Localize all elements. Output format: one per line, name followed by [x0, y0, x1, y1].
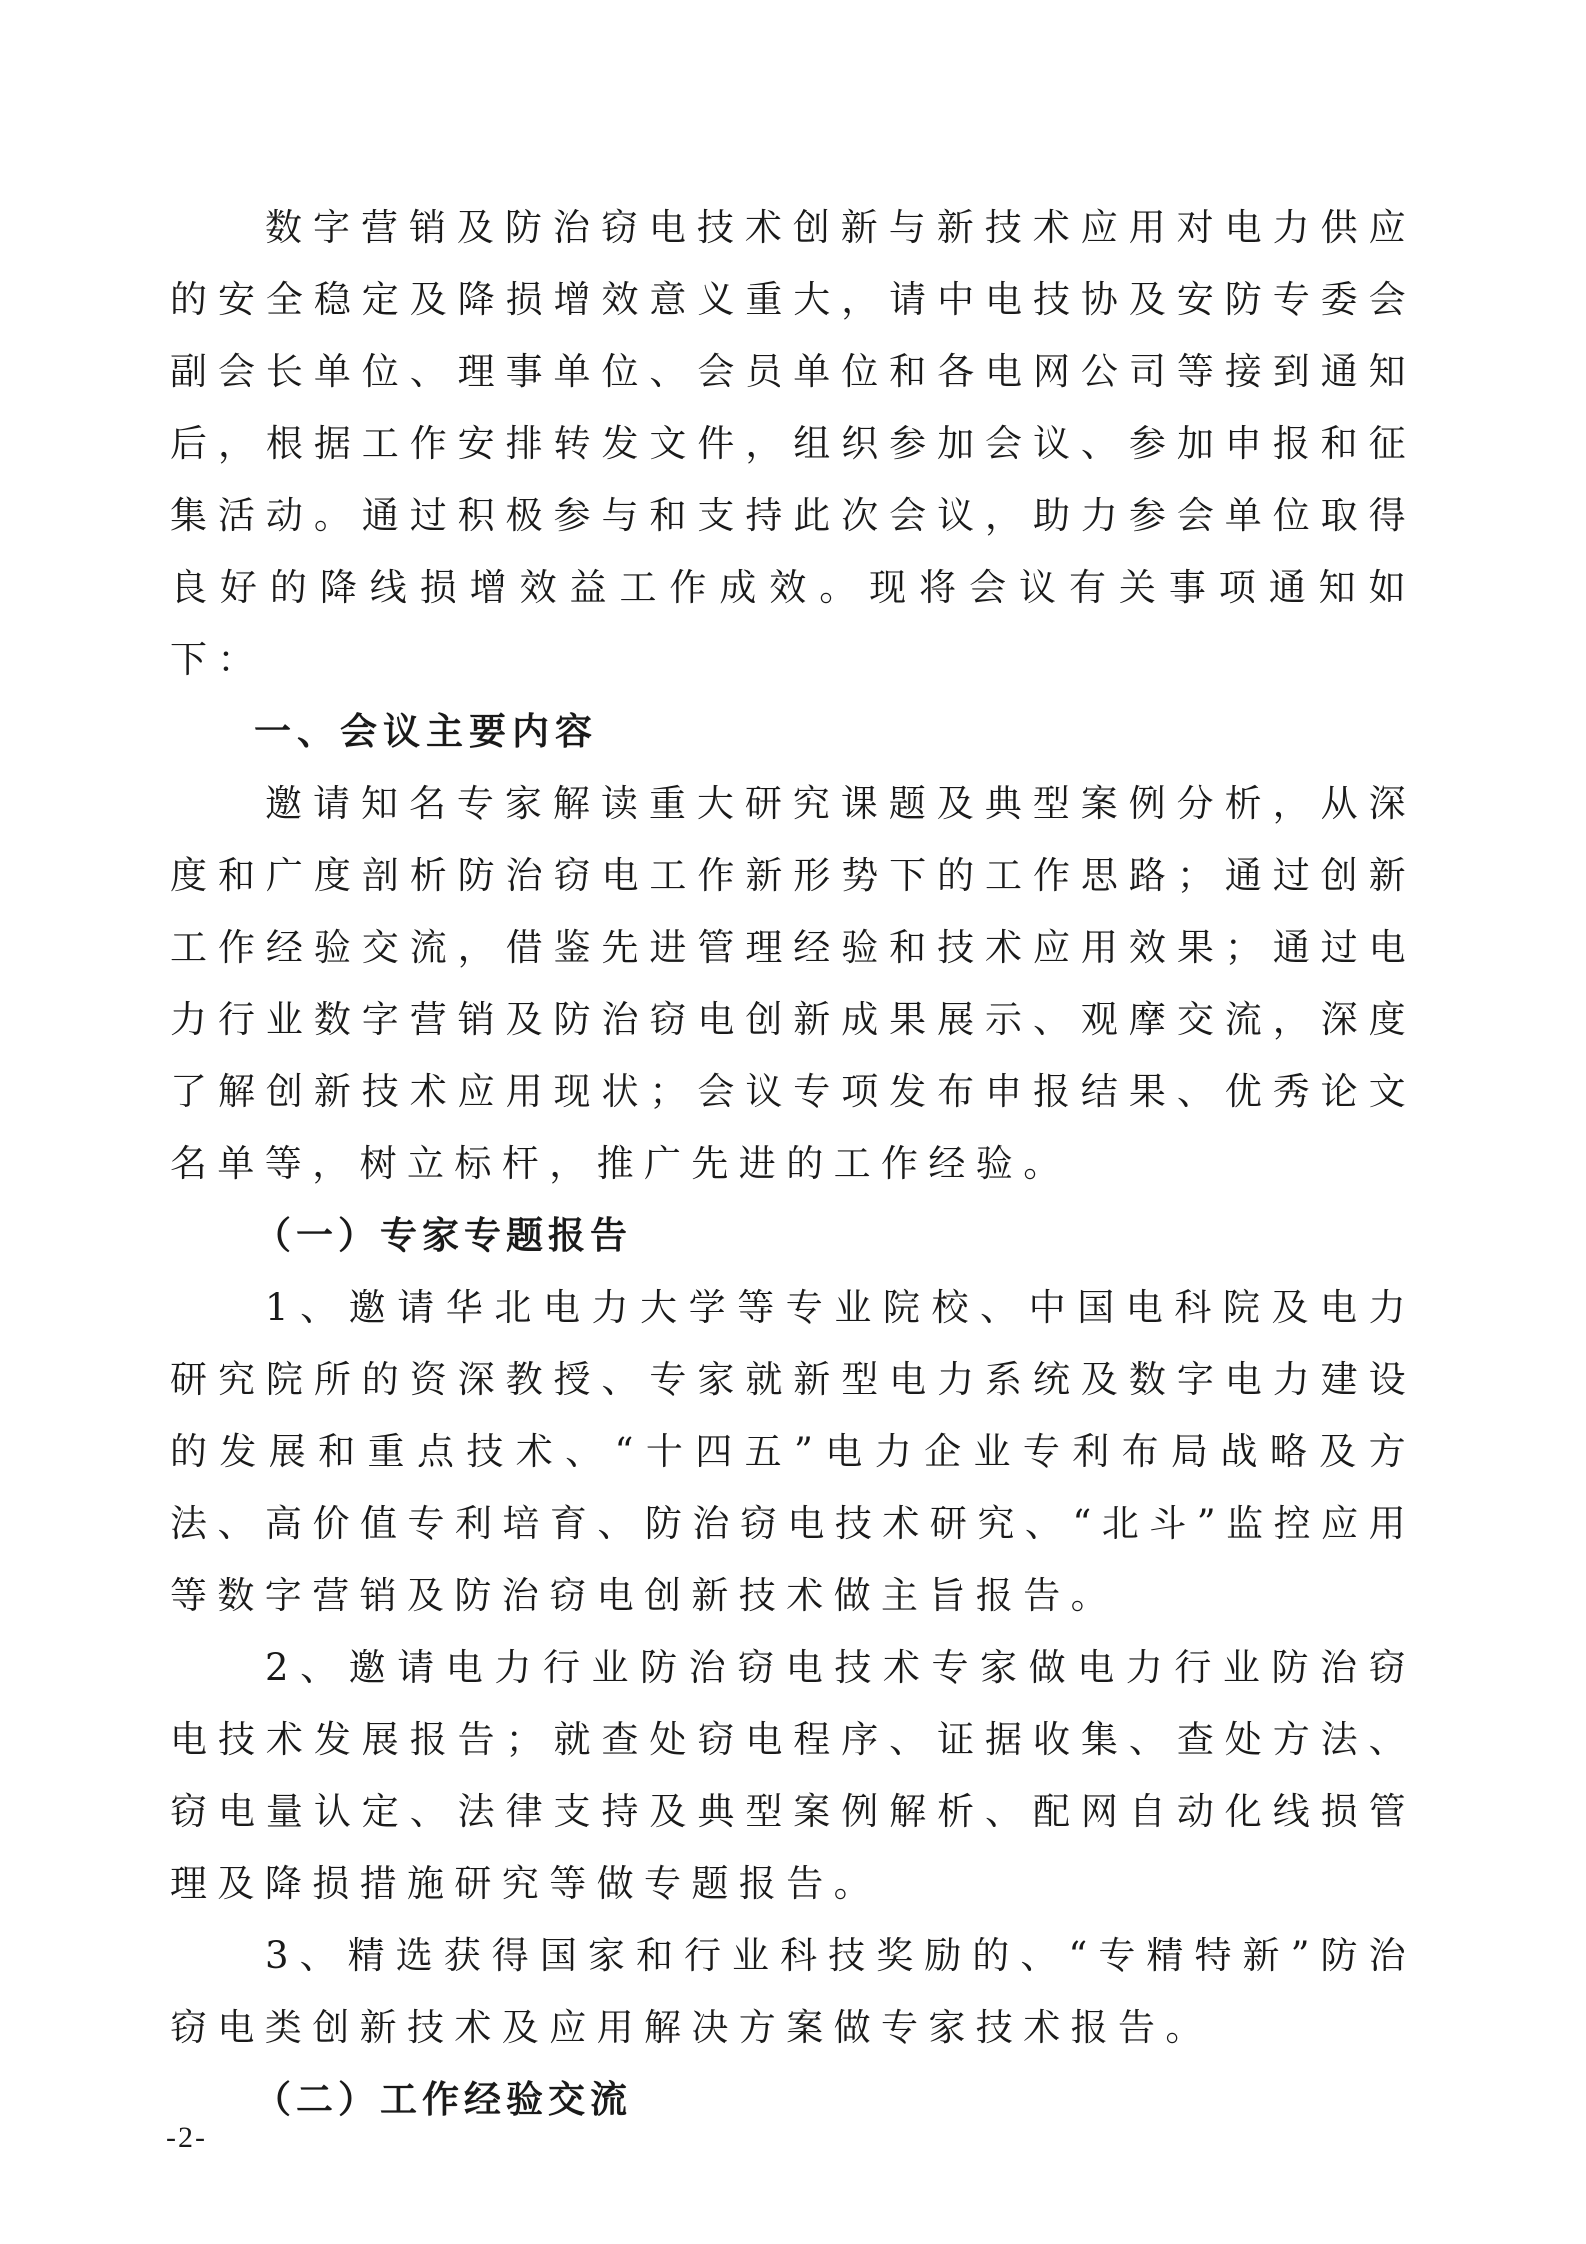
subsection-heading-experience-exchange: （二）工作经验交流	[254, 2078, 632, 2121]
expert-report-item-2: 2、邀请电力行业防治窃电技术专家做电力行业防治窃电技术发展报告；就查处窃电程序、证据收集、查处方法、窃电量认定、法律支持及典型案例解析、配网自动化线损管理及降损措施研究等做专题报告。	[170, 1646, 1416, 1905]
document-body	[170, 192, 1416, 2136]
page-number: -2-	[166, 2121, 207, 2154]
expert-report-item-3: 3、精选获得国家和行业科技奖励的、“专精特新”防治窃电类创新技术及应用解决方案做专家技术报告。	[170, 1934, 1416, 2049]
subsection-heading-expert-reports: （一）专家专题报告	[254, 1214, 632, 1257]
meeting-content-paragraph: 邀请知名专家解读重大研究课题及典型案例分析，从深度和广度剖析防治窃电工作新形势下的工作思路；通过创新工作经验交流，借鉴先进管理经验和技术应用效果；通过电力行业数字营销及防治窃电创新成果展示、观摩交流，深度了解创新技术应用现状；会议专项发布申报结果、优秀论文名单等，树立标杆，推广先进的工作经验。	[170, 782, 1416, 1185]
section-heading-meeting-content: 一、会议主要内容	[254, 710, 598, 753]
intro-paragraph: 数字营销及防治窃电技术创新与新技术应用对电力供应的安全稳定及降损增效意义重大，请中电技协及安防专委会副会长单位、理事单位、会员单位和各电网公司等接到通知后，根据工作安排转发文件，组织参加会议、参加申报和征集活动。通过积极参与和支持此次会议，助力参会单位取得良好的降线损增效益工作成效。现将会议有关事项通知如下：	[170, 206, 1416, 681]
expert-report-item-1: 1、邀请华北电力大学等专业院校、中国电科院及电力研究院所的资深教授、专家就新型电力系统及数字电力建设的发展和重点技术、“十四五”电力企业专利布局战略及方法、高价值专利培育、防治窃电技术研究、“北斗”监控应用等数字营销及防治窃电创新技术做主旨报告。	[170, 1286, 1416, 1617]
